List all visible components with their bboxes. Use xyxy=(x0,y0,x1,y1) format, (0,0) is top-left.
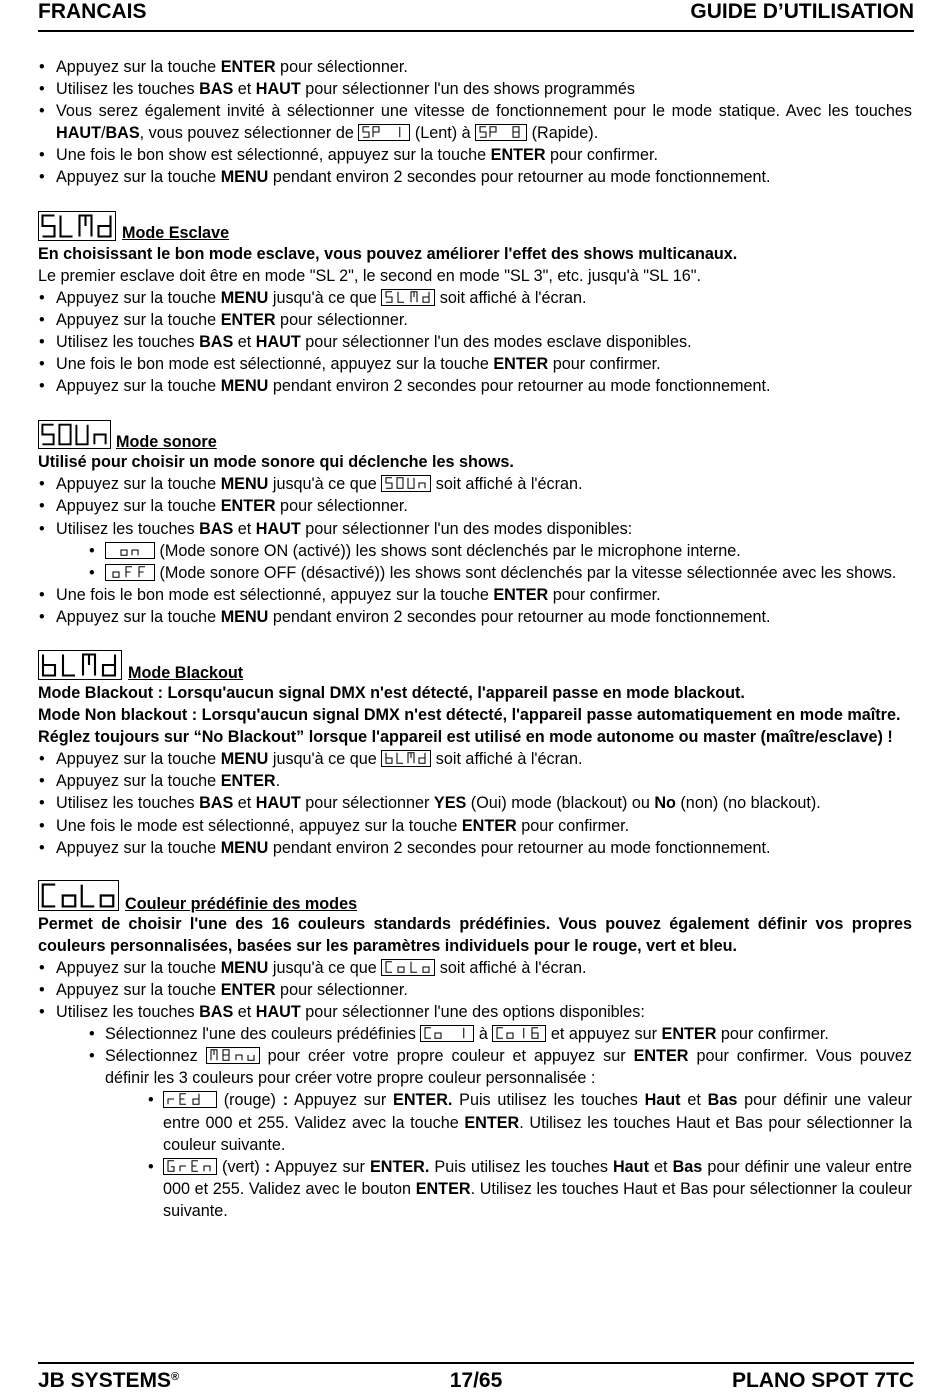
list-item: • Appuyez sur la touche ENTER pour sélectionner. xyxy=(38,309,912,331)
lcd-sp1-icon xyxy=(358,124,410,141)
list-item: • Utilisez les touches BAS et HAUT pour sélectionner YES (Oui) mode (blackout) ou No (non) (no blackout). xyxy=(38,792,912,814)
lcd-slnd-icon xyxy=(38,211,116,241)
lcd-soun-icon xyxy=(38,420,111,449)
section-heading xyxy=(38,418,912,451)
lcd-green-icon xyxy=(163,1158,217,1175)
blackout-steps xyxy=(38,748,912,858)
section-heading xyxy=(38,210,912,243)
list-item: • Appuyez sur la touche MENU jusqu'à ce que soit affiché à l'écran. xyxy=(38,473,912,495)
section-sound-mode xyxy=(38,418,912,628)
section-slave-mode xyxy=(38,210,912,398)
list-item: • Appuyez sur la touche MENU pendant environ 2 secondes pour retourner au mode fonctionnement. xyxy=(38,606,912,628)
section-title: Mode Esclave xyxy=(122,224,230,243)
list-item: • (vert) : Appuyez sur ENTER. Puis utilisez les touches Haut et Bas pour définir une valeur entre 000 et 255. Validez avec le bouton ENTER. Utilisez les touches Haut et Bas pour sélectionner la couleur suivante. xyxy=(147,1156,912,1222)
list-item: • Appuyez sur la touche ENTER. xyxy=(38,770,912,792)
section-title: Mode Blackout xyxy=(128,663,244,682)
list-item: • Une fois le bon show est sélectionné, appuyez sur la touche ENTER pour confirmer. xyxy=(38,144,912,166)
list-item: • Appuyez sur la touche MENU pendant environ 2 secondes pour retourner au mode fonctionnement. xyxy=(38,166,912,188)
list-item: • Utilisez les touches BAS et HAUT pour sélectionner l'un des shows programmés xyxy=(38,78,912,100)
list-item: • Appuyez sur la touche ENTER pour sélectionner. xyxy=(38,56,912,78)
page-footer xyxy=(38,1362,914,1398)
list-item: • Appuyez sur la touche ENTER pour sélectionner. xyxy=(38,495,912,517)
section-warning: Réglez toujours sur “No Blackout” lorsque l'appareil est utilisé en mode autonome ou master (maître/esclave) ! xyxy=(38,728,893,747)
section-color-mode xyxy=(38,880,912,1222)
sound-options xyxy=(88,540,912,584)
lcd-red-icon xyxy=(163,1091,217,1108)
section-title: Couleur prédéfinie des modes xyxy=(125,894,358,913)
list-item: • Utilisez les touches BAS et HAUT pour sélectionner l'un des modes esclave disponibles. xyxy=(38,331,912,353)
section-lead: Utilisé pour choisir un mode sonore qui déclenche les shows. xyxy=(38,453,514,472)
slave-steps xyxy=(38,287,912,397)
custom-color-options xyxy=(147,1089,912,1222)
lcd-co1-icon xyxy=(420,1025,474,1042)
lcd-on-icon xyxy=(105,542,155,559)
color-options xyxy=(88,1023,912,1222)
lcd-slnd-small-icon xyxy=(381,289,435,306)
list-item: • Une fois le mode est sélectionné, appuyez sur la touche ENTER pour confirmer. xyxy=(38,815,912,837)
list-item: • Utilisez les touches BAS et HAUT pour sélectionner l'une des options disponibles: • Sélectionnez l'une des couleurs prédéfinies à et appuyez sur ENTER pour confirmer. • Sélectionnez pour créer votre propre couleur et appuyez sur ENTER pour confirmer. Vous pouvez définir les 3 couleurs pour créer votre propre couleur personnalisée : • (rouge) : Appuyez sur ENTER. Puis utilisez les touches Haut et Bas pour définir une valeur entre 000 et 255. Validez avec la touche ENTER. Utilisez les touches Haut et Bas pour sélectionner la couleur suivante. • (vert) : Appuyez sur ENTER. Puis utilisez les touches Haut et Bas pour définir une valeur entre 000 et 255. Validez avec le bouton ENTER. Utilisez les touches Haut et Bas pour sélectionner la couleur suivante. xyxy=(38,1001,912,1222)
page-content xyxy=(38,56,912,1222)
list-item: • Sélectionnez l'une des couleurs prédéfinies à et appuyez sur ENTER pour confirmer. xyxy=(88,1023,912,1045)
header-language: FRANCAIS xyxy=(38,0,147,23)
intro-list xyxy=(38,56,912,189)
section-lead: En choisissant le bon mode esclave, vous pouvez améliorer l'effet des shows multicanaux. xyxy=(38,244,738,263)
list-item: • (rouge) : Appuyez sur ENTER. Puis utilisez les touches Haut et Bas pour définir une valeur entre 000 et 255. Validez avec la touche ENTER. Utilisez les touches Haut et Bas pour sélectionner la couleur suivante. xyxy=(147,1089,912,1155)
section-heading xyxy=(38,880,912,913)
list-item: • Appuyez sur la touche MENU jusqu'à ce que soit affiché à l'écran. xyxy=(38,287,912,309)
sound-steps xyxy=(38,473,912,628)
footer-brand: JB SYSTEMS® xyxy=(38,1369,180,1392)
list-item: • Une fois le bon mode est sélectionné, appuyez sur la touche ENTER pour confirmer. xyxy=(38,353,912,375)
list-item: • (Mode sonore ON (activé)) les shows sont déclenchés par le microphone interne. xyxy=(88,540,912,562)
section-title: Mode sonore xyxy=(116,433,217,452)
list-item: • Une fois le bon mode est sélectionné, appuyez sur la touche ENTER pour confirmer. xyxy=(38,584,912,606)
lcd-soun-small-icon xyxy=(381,475,431,492)
list-item: • Appuyez sur la touche ENTER pour sélectionner. xyxy=(38,979,912,1001)
list-item: • Appuyez sur la touche MENU jusqu'à ce que soit affiché à l'écran. xyxy=(38,957,912,979)
lcd-off-icon xyxy=(105,564,155,581)
list-item: • Vous serez également invité à sélectionner une vitesse de fonctionnement pour le mode statique. Avec les touches HAUT/BAS, vous pouvez sélectionner de (Lent) à (Rapide). xyxy=(38,100,912,144)
section-note: Le premier esclave doit être en mode "SL 2", le second en mode "SL 3", etc. jusqu'à "SL 16". xyxy=(38,266,701,285)
footer-product: PLANO SPOT 7TC xyxy=(731,1369,914,1392)
lcd-sp8-icon xyxy=(475,124,527,141)
page-header xyxy=(38,0,914,32)
lcd-colo-icon xyxy=(38,880,119,911)
lcd-manu-icon xyxy=(206,1047,260,1064)
section-heading xyxy=(38,649,912,682)
header-guide-title: GUIDE D’UTILISATION xyxy=(690,0,914,23)
lcd-blnd-small-icon xyxy=(381,750,431,767)
section-lead: Permet de choisir l'une des 16 couleurs standards prédéfinies. Vous pouvez également définir vos propres couleurs personnalisées, basées sur les paramètres individuels pour le rouge, vert et bleu. xyxy=(38,914,912,955)
lcd-co16-icon xyxy=(492,1025,546,1042)
list-item: • Appuyez sur la touche MENU jusqu'à ce que soit affiché à l'écran. xyxy=(38,748,912,770)
section-blackout-mode xyxy=(38,649,912,859)
section-lead: Mode Non blackout : Lorsqu'aucun signal DMX n'est détecté, l'appareil passe automatiquement en mode maître. xyxy=(38,706,901,725)
list-item: • Utilisez les touches BAS et HAUT pour sélectionner l'un des modes disponibles: • (Mode sonore ON (activé)) les shows sont déclenchés par le microphone interne. • (Mode sonore OFF (désactivé)) les shows sont déclenchés par la vitesse sélectionnée avec les shows. xyxy=(38,518,912,584)
list-item: • (Mode sonore OFF (désactivé)) les shows sont déclenchés par la vitesse sélectionnée avec les shows. xyxy=(88,562,912,584)
footer-page-number: 17/65 xyxy=(449,1369,503,1392)
list-item: • Appuyez sur la touche MENU pendant environ 2 secondes pour retourner au mode fonctionnement. xyxy=(38,375,912,397)
list-item: • Sélectionnez pour créer votre propre couleur et appuyez sur ENTER pour confirmer. Vous pouvez définir les 3 couleurs pour créer votre propre couleur personnalisée : • (rouge) : Appuyez sur ENTER. Puis utilisez les touches Haut et Bas pour définir une valeur entre 000 et 255. Validez avec la touche ENTER. Utilisez les touches Haut et Bas pour sélectionner la couleur suivante. • (vert) : Appuyez sur ENTER. Puis utilisez les touches Haut et Bas pour définir une valeur entre 000 et 255. Validez avec le bouton ENTER. Utilisez les touches Haut et Bas pour sélectionner la couleur suivante. xyxy=(88,1045,912,1222)
section-lead: Mode Blackout : Lorsqu'aucun signal DMX n'est détecté, l'appareil passe en mode blackout. xyxy=(38,683,745,702)
list-item: • Appuyez sur la touche MENU pendant environ 2 secondes pour retourner au mode fonctionnement. xyxy=(38,837,912,859)
lcd-blnd-icon xyxy=(38,650,122,680)
color-steps xyxy=(38,957,912,1222)
lcd-colo-small-icon xyxy=(381,959,435,976)
